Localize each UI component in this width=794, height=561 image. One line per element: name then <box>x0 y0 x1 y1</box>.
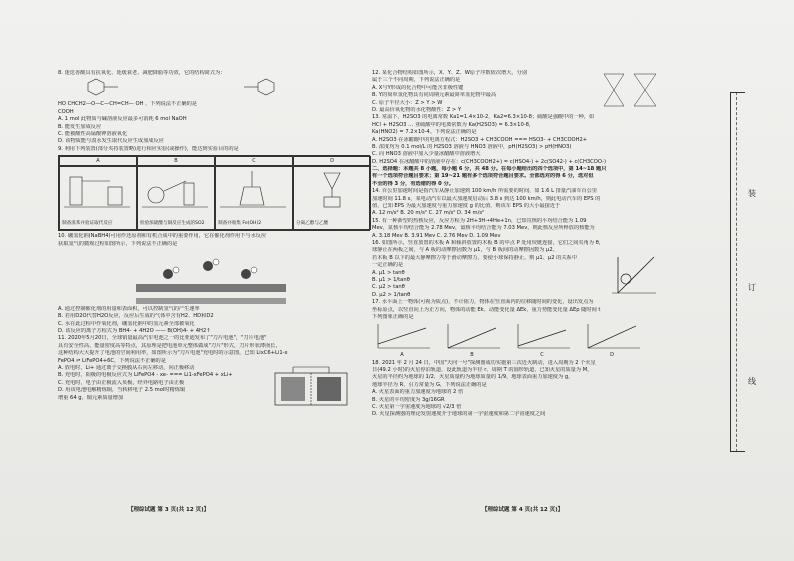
question-17 <box>372 299 662 360</box>
question-16 <box>372 240 662 299</box>
section-line: 二、选择题：本题共 8 小题，每小题 6 分，共 48 分。在每小题给出的四个选项中，第 14~18 题只 <box>372 166 607 173</box>
apparatus-a <box>59 166 137 230</box>
blade-battery-diagram <box>267 365 357 409</box>
q11-line: 这种结构大大提升了电池的空间利用率，如图所示为"刀片电池"充电时的示意图，已知 LixC6+Li1-x <box>58 350 288 357</box>
q12-option: C. 原子半径大小：Z > Y > W <box>372 99 443 106</box>
question-14 <box>372 188 662 218</box>
q13-line: 13. 常温下，H2SO3 的电离常数 Ka1=1.4×10-2，Ka2=6.3×10-8；硫酸是强酸中的一种，如 <box>372 114 595 121</box>
q14-options: A. 12 m/s² B. 20 m/s² C. 27 m/s² D. 34 m/s² <box>372 210 485 217</box>
question-11 <box>58 335 370 409</box>
q16-text <box>372 255 604 299</box>
q16-option: C. μ2 > tanθ <box>372 284 405 291</box>
rosmarinic-acid-structure <box>58 77 358 101</box>
nabh4-mechanism-diagram <box>58 248 358 306</box>
q18-option: D. 火星探测器的理论发射速度介于地球的第一宇宙速度和第二宇宙速度之间 <box>372 411 546 418</box>
table-header: A <box>59 156 137 166</box>
margin-label-ding: 订 <box>748 283 756 292</box>
apparatus-b <box>137 166 215 230</box>
q18-line: 火星的半径约为地球的 1/2，火星质量约为地球质量的 1/9，地球表面重力加速度为 g， <box>372 374 574 381</box>
caption-b: 检验浓硫酸与铜反应生成的SO2 <box>140 221 205 227</box>
table-header: B <box>137 156 215 166</box>
q10-option: A. 通过控制催化剂的用量和表面积，可以控制氢气的产生速率 <box>58 305 200 312</box>
q17-graph-c <box>512 322 572 359</box>
q15-line: Mev，氚核平均结合能为 2.78 Mev，氦核平均结合能为 7.03 Mev，则此核反应所释放的核能为 <box>372 225 595 232</box>
q14-line: 值，已知 EPS 为最大加速度与重力加速度 g 的比值，则该车 EPS 的大小最接近于 <box>372 203 561 210</box>
q12-block <box>372 70 662 114</box>
q15-options: A. 3.18 Mev B. 3.91 Mev C. 2.76 Mev D. 1.09 Mev <box>372 232 501 239</box>
graph-c <box>512 322 572 352</box>
q11-option: C. 充电时，电子由正极流入负极，经外电路电子由正极 <box>58 379 185 386</box>
q16-option: D. μ2 > 1/tanθ <box>372 291 411 298</box>
q18-option: C. 火星第一宇宙速度为地球的 √2/3 倍 <box>372 404 462 411</box>
q8-option: D. 该物质能与溴水发生取代反应生成加成反应 <box>58 138 164 145</box>
question-8 <box>58 70 370 146</box>
q10-option: C. 水在此过程中作氧化剂，硼氢化钠中的氢元素全部被氧化 <box>58 320 195 327</box>
question-13 <box>372 114 662 166</box>
graph-a <box>372 322 432 352</box>
q10-option: D. 该反应的离子方程式为 BH4- + 4H2O —— B(OH)4- + 4H2↑ <box>58 328 211 335</box>
q17-graph-a <box>372 322 432 359</box>
apparatus-c <box>215 166 293 230</box>
q16-line: 16. 如图所示，竖直放置的木板 A 和倾斜放置的木板 B 的中点 P 处用铰链连接，它们之间夹角为 θ， <box>372 239 604 246</box>
q8-option: C. 能被酸性高锰酸钾溶液氧化 <box>58 130 128 137</box>
q18-option: A. 火星表面的重力加速度为地球的 2 倍 <box>372 389 464 396</box>
q16-option: B. μ1 > 1/tanθ <box>372 276 410 283</box>
q9-line: 9. 利用下列装置(部分夹持装置略)进行相应实验(或操作)，能达到实验目的的是 <box>58 145 239 152</box>
q10-line: 获取氢气的微观过程如图所示，下列说法不正确的是 <box>58 240 178 247</box>
q12-structure-diagram <box>598 70 662 110</box>
question-10 <box>58 233 370 335</box>
q12-line: 12. 某化合物结构如图所示，X、Y、Z、W原子序数依次增大，分别 <box>372 70 527 76</box>
left-page <box>58 70 370 409</box>
section-line: 有一个选项符合题目要求；第 19~21 题有多个选项符合题目要求。全部选对的得 6 分，选对但 <box>372 173 594 180</box>
apparatus-b-drawing <box>138 167 214 215</box>
q8-line: COOH <box>58 108 74 115</box>
q13-option: A. H2SO3 在冰醋酸中的电离方程式：H2SO3 + CH3COOH === HSO3- + CH3COOH2+ <box>372 136 588 143</box>
q13-line: Ka(HNO2) = 7.2×10-4。下列说法正确的是 <box>372 129 477 136</box>
apparatus-d-drawing <box>294 167 370 215</box>
q11-options <box>58 365 263 409</box>
apparatus-d <box>293 166 371 230</box>
q13-option: D. H2SO4 在冰醋酸中的溶液中存在：c(CH3COOH2+) = c(HSO4-) + 2c(SO42-) + c(CH3COO-) <box>372 158 606 165</box>
margin-tick <box>731 92 745 93</box>
q11-body <box>58 365 370 409</box>
right-page <box>372 70 662 419</box>
q17-graph-b <box>442 322 502 359</box>
q17-graphs <box>372 322 662 359</box>
page-footer-left: 【理综试题 第 3 页(共 12 页)】 <box>128 507 210 513</box>
q9-apparatus-table <box>58 155 370 231</box>
q16-body <box>372 255 662 299</box>
caption-a: 制备溴苯并验证取代反应 <box>62 221 113 227</box>
q18-line: 地球半径为 R，引力常量为 G，下列说法正确的是 <box>372 381 487 388</box>
table-header: D <box>293 156 371 166</box>
q18-line: 18. 2021 年 2 月 24 日，中国"天问一号"探测器成功实施第三次近火制动，进入周期为 2 个火星 <box>372 359 596 366</box>
q18-line: 日(49.2 小时)的火星停泊轨道，设此轨道为半径 r、周期 T 的圆形轨道，已知火星的质量为 M， <box>372 367 593 374</box>
q13-option: B. 浓度均为 0.1 mol/L 的 H2SO3 溶液与 HNO3 溶液中，pH(H2SO3) > pH(HNO3) <box>372 143 572 150</box>
q12-line: 属于三个不同周期，下列说法正确的是 <box>372 77 461 84</box>
graph-b <box>442 322 502 352</box>
binding-margin <box>730 92 771 452</box>
q14-line: 14. 百公里加速时间是指汽车从静止加速到 100 km/h 所需要的时间，如 1.6 L 排量汽油车百公里 <box>372 188 598 195</box>
q17-line: 下列图象正确的是 <box>372 313 414 320</box>
q11-line: 具有安全性高、能量密度高等特点，其原理是把电池单元整体做成"刀片"形式，刀片形状薄而长， <box>58 342 281 349</box>
q13-line: HCl + H2SO3 … 亚硫酸中的电离常数为 Ka(H2SO3) = 6.3×10-8， <box>372 121 535 128</box>
question-12 <box>372 70 594 114</box>
q18-option: B. 火星的平均密度为 3g/16GR <box>372 396 445 403</box>
q16-line: 球静止在两板之间，与 A 板的动摩擦因数为 μ1，与 B 板间的动摩擦因数为 μ2。 <box>372 247 558 254</box>
question-9 <box>58 146 370 153</box>
q11-option: 增重 64 g，铜元素质量增加 <box>58 394 124 401</box>
section-2-instructions <box>372 166 662 188</box>
graph-a-label: A <box>400 352 404 359</box>
question-15 <box>372 218 662 240</box>
q14-line: 加速时间 11.8 s，某电动汽车以最大加速度启动后 3.8 s 到达 100 km/h，则此电动汽车的 EPS 的 <box>372 195 601 202</box>
graph-c-label: C <box>540 352 544 359</box>
caption-d: 分离乙醇与乙酸 <box>296 221 329 227</box>
q10-option: B. 若用D2O代替H2O反应，反应后生成的气体中含有H2、HD和D2 <box>58 313 214 320</box>
table-header: C <box>215 156 293 166</box>
q13-option: C. 向 HNO3 溶液中加入少量冰醋酸中溶液增大 <box>372 151 481 158</box>
q8-option: B. 能发生加成反应 <box>58 123 102 130</box>
q10-line: 10. 硼氢化钠(NaBH4)可用作还原剂和有机合成中的重要作用，它在催化剂作用下与水反应 <box>58 233 267 240</box>
margin-label-zhuang: 装 <box>748 189 756 198</box>
q11-option: B. 充电时，阳极的电极反应式为 LiFePO4 - xe- === Li1-xFePO4 + xLi+ <box>58 372 233 379</box>
q8-option: A. 1 mol 此物质与碱溶液反应最多可消耗 6 mol NaOH <box>58 116 187 123</box>
graph-d-label: D <box>610 352 614 359</box>
q17-line: 17. 水平面上一物体(可视为质点)，不计阻力，物体在竖直面内的位移随时间的变化，设出发点为 <box>372 299 594 306</box>
q16-line: 一定正确的是 <box>372 262 404 269</box>
section-line: 不全的得 3 分，有选错的得 0 分。 <box>372 180 454 187</box>
q17-graph-d <box>582 322 642 359</box>
q16-option: A. μ1 > tanθ <box>372 269 405 276</box>
q11-option: D. 用该电池电解精炼铜，当转移电子 2.5 mol时精炼铜 <box>58 387 186 394</box>
q12-option: B. Y的简单氢化物具有同周期元素最简单氢化物中最高 <box>372 92 497 99</box>
margin-tick <box>731 451 745 452</box>
graph-b-label: B <box>470 352 474 359</box>
q17-line: 坐标原点，以竖直向上为正方向，物体的动能 Ek、动能变化量 ΔEk、重力势能变化量 ΔEp 随时间 t <box>372 306 601 313</box>
q15-line: 15. 有一种新型的热核反应，反应方程为 2H+3H→4He+1n，已知氘核的平均结合能为 1.09 <box>372 217 587 224</box>
q12-option: D. 最高价氧化物的水化物酸性：Z > Y <box>372 106 462 113</box>
q8-line: HO CHCH2—O—C—CH=CH— OH ，下列说法不正确的是 <box>58 101 197 108</box>
q11-option: A. 放电时，Li+ 通过离子交换膜从右向左移动，向正极移动 <box>58 365 195 372</box>
page-footer-right: 【理综试题 第 4 页(共 12 页)】 <box>482 507 564 513</box>
apparatus-a-drawing <box>60 167 136 215</box>
q16-incline-diagram <box>608 255 658 295</box>
apparatus-c-drawing <box>216 167 292 215</box>
q12-option: A. X与Y形成的化合物中可能含非极性键 <box>372 84 464 91</box>
q11-line: 11. 2020年5月20日，全球销量最高汽车电池之一的比亚迪发布了"刀片电池"，"刀片电池" <box>58 335 267 342</box>
question-18 <box>372 360 662 419</box>
graph-d <box>582 322 642 352</box>
q11-line: FePO4 ⇌ LiFePO4+6C，下列说法不正确的是 <box>58 357 166 364</box>
q16-line: 若木板 B 以下的最大静摩擦力等于滑动摩擦力，要使小球保持静止，则 μ1、μ2 的关系中 <box>372 254 577 261</box>
q8-line: 8. 迷迭香酸具有抗氧化、延缓衰老、减肥降脂等功效，它的结构简式为： <box>58 70 226 76</box>
caption-c: 制备并收集 Fe(OH)2 <box>218 221 262 227</box>
margin-label-xian: 线 <box>748 377 756 386</box>
